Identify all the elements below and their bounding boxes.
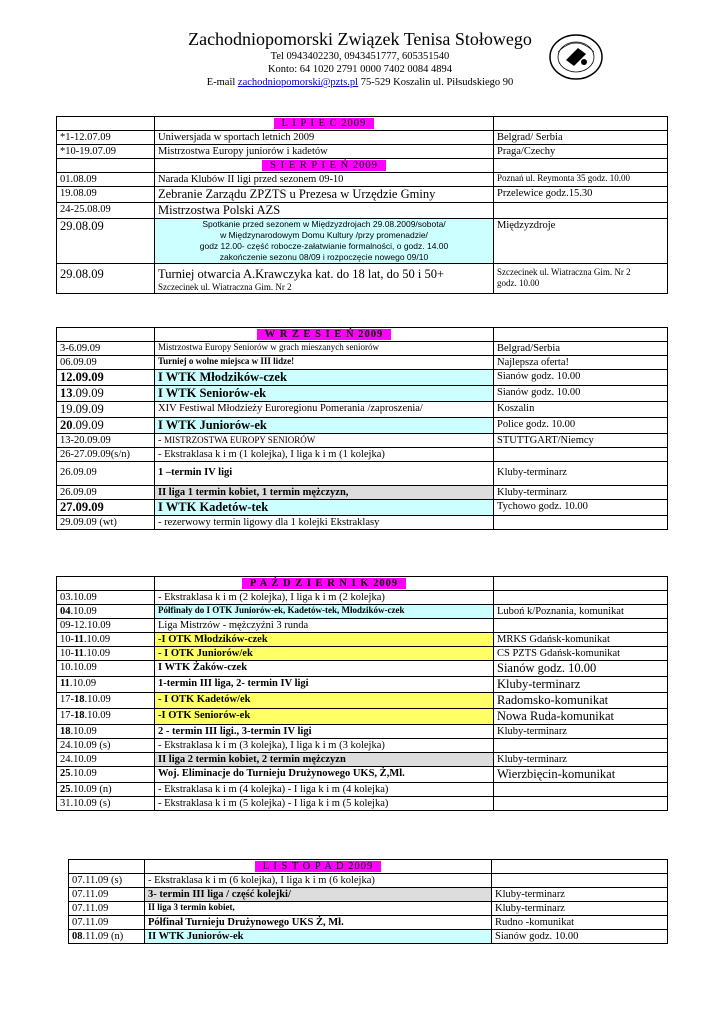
table-cell	[494, 591, 668, 605]
org-contact: E-mail zachodniopomorski@pzts.pl 75-529 Koszalin ul. Piłsudskiego 90	[206, 77, 514, 88]
table-cell: 29.08.09	[57, 219, 155, 264]
table-cell: Belgrad/ Serbia	[494, 131, 668, 145]
table-cell: 29.08.09	[57, 264, 155, 294]
table-cell: I WTK Juniorów-ek	[155, 418, 494, 434]
table-row	[69, 916, 668, 930]
table-cell	[57, 328, 155, 342]
table-cell: Zebranie Zarządu ZPZTS u Prezesa w Urzędzie Gminy	[155, 187, 494, 203]
table-cell	[494, 797, 668, 811]
table-cell: 31.10.09 (s)	[57, 797, 155, 811]
table-cell: 17-18.10.09	[57, 693, 155, 709]
table-cell	[145, 860, 492, 874]
table-cell: Uniwersjada w sportach letnich 2009	[155, 131, 494, 145]
table-november	[68, 859, 668, 944]
table-cell: Mistrzostwa Polski AZS	[155, 203, 494, 219]
table-cell: Turniej o wolne miejsca w III lidze!	[155, 356, 494, 370]
table-cell: - Ekstraklasa k i m (6 kolejka), I liga k i m (6 kolejka)	[145, 874, 492, 888]
table-row	[57, 131, 668, 145]
table-cell: Sianów godz. 10.00	[494, 370, 668, 386]
table-cell: Kluby-terminarz	[494, 462, 668, 486]
table-cell: Koszalin	[494, 402, 668, 418]
table-cell: Sianów godz. 10.00	[492, 930, 668, 944]
table-cell: MRKS Gdańsk-komunikat	[494, 633, 668, 647]
table-cell: 24.10.09	[57, 753, 155, 767]
table-row	[57, 370, 668, 386]
table-row	[57, 647, 668, 661]
table-cell: 10.10.09	[57, 661, 155, 677]
table-cell: 10-11.10.09	[57, 647, 155, 661]
table-row	[57, 219, 668, 264]
table-cell: Sianów godz. 10.00	[494, 661, 668, 677]
month-row-august	[57, 159, 668, 173]
table-cell: Kluby-terminarz	[492, 902, 668, 916]
table-cell: 1 –termin IV ligi	[155, 462, 494, 486]
table-row	[57, 619, 668, 633]
table-cell	[494, 159, 668, 173]
meeting-note: Spotkanie przed sezonem w Międzyzdrojach 29.08.2009/sobota/ w Międzynarodowym Domu Kultury /przy promenadzie/ godz 12.00- część robocze-załatwianie formalności, o godz. 14.00 zakończenie sezonu 08/09 i rozpoczęcie nowego 09/10	[155, 219, 494, 264]
table-cell	[155, 577, 494, 591]
table-row	[57, 356, 668, 370]
table-row	[57, 462, 668, 486]
table-cell: Wierzbięcin-komunikat	[494, 767, 668, 783]
table-cell	[492, 860, 668, 874]
table-row	[57, 693, 668, 709]
table-row	[57, 173, 668, 187]
table-row	[57, 767, 668, 783]
table-cell: 07.11.09 (s)	[69, 874, 145, 888]
month-label-october: P A Ź D Z I E R N I K 2009	[242, 578, 406, 589]
table-cell: Tychowo godz. 10.00	[494, 500, 668, 516]
table-cell: 18.10.09	[57, 725, 155, 739]
table-cell: Poznań ul. Reymonta 35 godz. 10.00	[494, 173, 668, 187]
table-cell: *10-19.07.09	[57, 145, 155, 159]
table-cell: Praga/Czechy	[494, 145, 668, 159]
table-cell: 12.09.09	[57, 370, 155, 386]
table-cell: 07.11.09	[69, 916, 145, 930]
table-cell: 2 - termin III ligi., 3-termin IV ligi	[155, 725, 494, 739]
table-cell: Szczecinek ul. Wiatraczna Gim. Nr 2 godz. 10.00	[494, 264, 668, 294]
table-cell: Nowa Ruda-komunikat	[494, 709, 668, 725]
table-cell: 11.10.09	[57, 677, 155, 693]
table-cell: Sianów godz. 10.00	[494, 386, 668, 402]
month-label-july: L I P I E C 2009	[274, 118, 375, 129]
org-account: Konto: 64 1020 2791 0000 7402 0084 4894	[267, 64, 453, 75]
table-cell: 20.09.09	[57, 418, 155, 434]
table-cell: 10-11.10.09	[57, 633, 155, 647]
table-row	[57, 500, 668, 516]
table-cell: 29.09.09 (wt)	[57, 516, 155, 530]
table-cell	[155, 159, 494, 173]
table-cell: 03.10.09	[57, 591, 155, 605]
table-row	[57, 753, 668, 767]
table-cell: Rudno -komunikat	[492, 916, 668, 930]
table-cell	[494, 619, 668, 633]
table-cell: Narada Klubów II ligi przed sezonem 09-10	[155, 173, 494, 187]
table-cell: II WTK Juniorów-ek	[145, 930, 492, 944]
pzts-logo-icon	[548, 32, 604, 82]
table-cell: Międzyzdroje	[494, 219, 668, 264]
table-cell: *1-12.07.09	[57, 131, 155, 145]
table-row	[57, 486, 668, 500]
table-cell: STUTTGART/Niemcy	[494, 434, 668, 448]
table-cell	[57, 159, 155, 173]
month-row-october	[57, 577, 668, 591]
table-row	[57, 448, 668, 462]
table-cell: - MISTRZOSTWA EUROPY SENIORÓW	[155, 434, 494, 448]
table-row	[57, 145, 668, 159]
table-cell: 07.11.09	[69, 888, 145, 902]
month-row-september	[57, 328, 668, 342]
table-cell: Police godz. 10.00	[494, 418, 668, 434]
month-label-november: L I S T O P A D 2009	[255, 861, 381, 872]
table-cell	[155, 328, 494, 342]
table-cell: - rezerwowy termin ligowy dla 1 kolejki Ekstraklasy	[155, 516, 494, 530]
table-row	[69, 888, 668, 902]
table-cell	[494, 328, 668, 342]
table-row	[57, 739, 668, 753]
table-cell: - Ekstraklasa k i m (3 kolejka), I liga k i m (3 kolejka)	[155, 739, 494, 753]
table-cell: Mistrzostwa Europy Seniorów w grach mieszanych seniorów	[155, 342, 494, 356]
table-cell: Woj. Eliminacje do Turnieju Drużynowego UKS, Ż,Ml.	[155, 767, 494, 783]
table-cell: Kluby-terminarz	[494, 725, 668, 739]
table-row	[57, 418, 668, 434]
org-phone: Tel 0943402230, 0943451777, 605351540	[270, 51, 450, 62]
table-cell: Liga Mistrzów - mężczyźni 3 runda	[155, 619, 494, 633]
table-row	[57, 386, 668, 402]
table-cell: - I OTK Juniorów/ek	[155, 647, 494, 661]
table-cell: 1-termin III liga, 2- termin IV ligi	[155, 677, 494, 693]
table-cell	[494, 448, 668, 462]
table-cell: I WTK Seniorów-ek	[155, 386, 494, 402]
table-cell: II liga 2 termin kobiet, 2 termin mężczyzn	[155, 753, 494, 767]
table-cell: II liga 3 termin kobiet,	[145, 902, 492, 916]
table-row	[57, 677, 668, 693]
table-cell: - I OTK Kadetów/ek	[155, 693, 494, 709]
email-link[interactable]: zachodniopomorski@pzts.pl	[237, 77, 359, 88]
table-july-august	[56, 116, 668, 294]
table-cell: Kluby-terminarz	[492, 888, 668, 902]
table-cell: I WTK Kadetów-tek	[155, 500, 494, 516]
table-cell: 24.10.09 (s)	[57, 739, 155, 753]
table-october	[56, 576, 668, 811]
table-cell: 27.09.09	[57, 500, 155, 516]
table-cell	[69, 860, 145, 874]
table-row	[57, 725, 668, 739]
table-cell: - Ekstraklasa k i m (2 kolejka), I liga k i m (2 kolejka)	[155, 591, 494, 605]
table-cell: - Ekstraklasa k i m (4 kolejka) - I liga k i m (4 kolejka)	[155, 783, 494, 797]
table-row	[57, 633, 668, 647]
table-cell: 01.08.09	[57, 173, 155, 187]
table-cell: Belgrad/Serbia	[494, 342, 668, 356]
table-cell: 08.11.09 (n)	[69, 930, 145, 944]
table-cell: 19.09.09	[57, 402, 155, 418]
table-row	[57, 605, 668, 619]
table-cell: 3- termin III liga / część kolejki/	[145, 888, 492, 902]
table-cell: 13.09.09	[57, 386, 155, 402]
month-row-july	[57, 117, 668, 131]
table-cell: 25.10.09	[57, 767, 155, 783]
table-cell: 26.09.09	[57, 486, 155, 500]
table-cell: Najlepsza oferta!	[494, 356, 668, 370]
table-cell: Półfinały do I OTK Juniorów-ek, Kadetów-tek, Młodzików-czek	[155, 605, 494, 619]
table-cell: 24-25.08.09	[57, 203, 155, 219]
table-cell	[494, 516, 668, 530]
table-row	[69, 902, 668, 916]
table-cell: Turniej otwarcia A.Krawczyka kat. do 18 lat, do 50 i 50+ Szczecinek ul. Wiatraczna Gim. Nr 2	[155, 264, 494, 294]
table-row	[57, 342, 668, 356]
table-cell	[494, 203, 668, 219]
table-cell	[494, 117, 668, 131]
table-september	[56, 327, 668, 530]
table-row	[57, 797, 668, 811]
table-cell: II liga 1 termin kobiet, 1 termin mężczyzn,	[155, 486, 494, 500]
table-row	[57, 402, 668, 418]
table-cell: 25.10.09 (n)	[57, 783, 155, 797]
letterhead	[150, 28, 570, 89]
table-cell: Luboń k/Poznania, komunikat	[494, 605, 668, 619]
table-cell: -I OTK Młodzików-czek	[155, 633, 494, 647]
table-cell	[494, 577, 668, 591]
table-cell: I WTK Żaków-czek	[155, 661, 494, 677]
table-cell	[57, 117, 155, 131]
table-cell: Kluby-terminarz	[494, 486, 668, 500]
table-cell: 19.08.09	[57, 187, 155, 203]
table-cell: - Ekstraklasa k i m (5 kolejka) - I liga k i m (5 kolejka)	[155, 797, 494, 811]
table-row	[69, 930, 668, 944]
table-row	[57, 709, 668, 725]
table-cell: 04.10.09	[57, 605, 155, 619]
table-row	[69, 874, 668, 888]
table-cell	[57, 577, 155, 591]
table-row	[57, 203, 668, 219]
table-cell	[494, 739, 668, 753]
table-row	[57, 591, 668, 605]
table-cell: 3-6.09.09	[57, 342, 155, 356]
table-row	[57, 434, 668, 448]
table-cell: Kluby-terminarz	[494, 677, 668, 693]
table-cell: 06.09.09	[57, 356, 155, 370]
table-row	[57, 783, 668, 797]
table-cell: - Ekstraklasa k i m (1 kolejka), I liga k i m (1 kolejka)	[155, 448, 494, 462]
table-row	[57, 264, 668, 294]
table-cell: XIV Festiwal Młodzieży Euroregionu Pomerania /zaproszenia/	[155, 402, 494, 418]
table-cell: Półfinał Turnieju Drużynowego UKS Ż, Mł.	[145, 916, 492, 930]
table-cell: 07.11.09	[69, 902, 145, 916]
table-cell: 13-20.09.09	[57, 434, 155, 448]
month-row-november	[69, 860, 668, 874]
table-cell: I WTK Młodzików-czek	[155, 370, 494, 386]
table-cell: 26-27.09.09(s/n)	[57, 448, 155, 462]
org-title: Zachodniopomorski Związek Tenisa Stołowego	[188, 29, 532, 49]
table-cell	[155, 117, 494, 131]
table-row	[57, 661, 668, 677]
table-cell: 26.09.09	[57, 462, 155, 486]
table-cell: CS PZTS Gdańsk-komunikat	[494, 647, 668, 661]
month-label-august: S I E R P I E Ń 2009	[262, 160, 386, 171]
table-cell	[494, 783, 668, 797]
table-cell: 17-18.10.09	[57, 709, 155, 725]
table-row	[57, 187, 668, 203]
month-label-september: W R Z E S I E Ń 2009	[257, 329, 391, 340]
table-cell: Kluby-terminarz	[494, 753, 668, 767]
table-cell: Radomsko-komunikat	[494, 693, 668, 709]
table-cell: 09-12.10.09	[57, 619, 155, 633]
table-cell	[492, 874, 668, 888]
table-cell: Mistrzostwa Europy juniorów i kadetów	[155, 145, 494, 159]
table-cell: -I OTK Seniorów-ek	[155, 709, 494, 725]
table-cell: Przelewice godz.15.30	[494, 187, 668, 203]
table-row	[57, 516, 668, 530]
